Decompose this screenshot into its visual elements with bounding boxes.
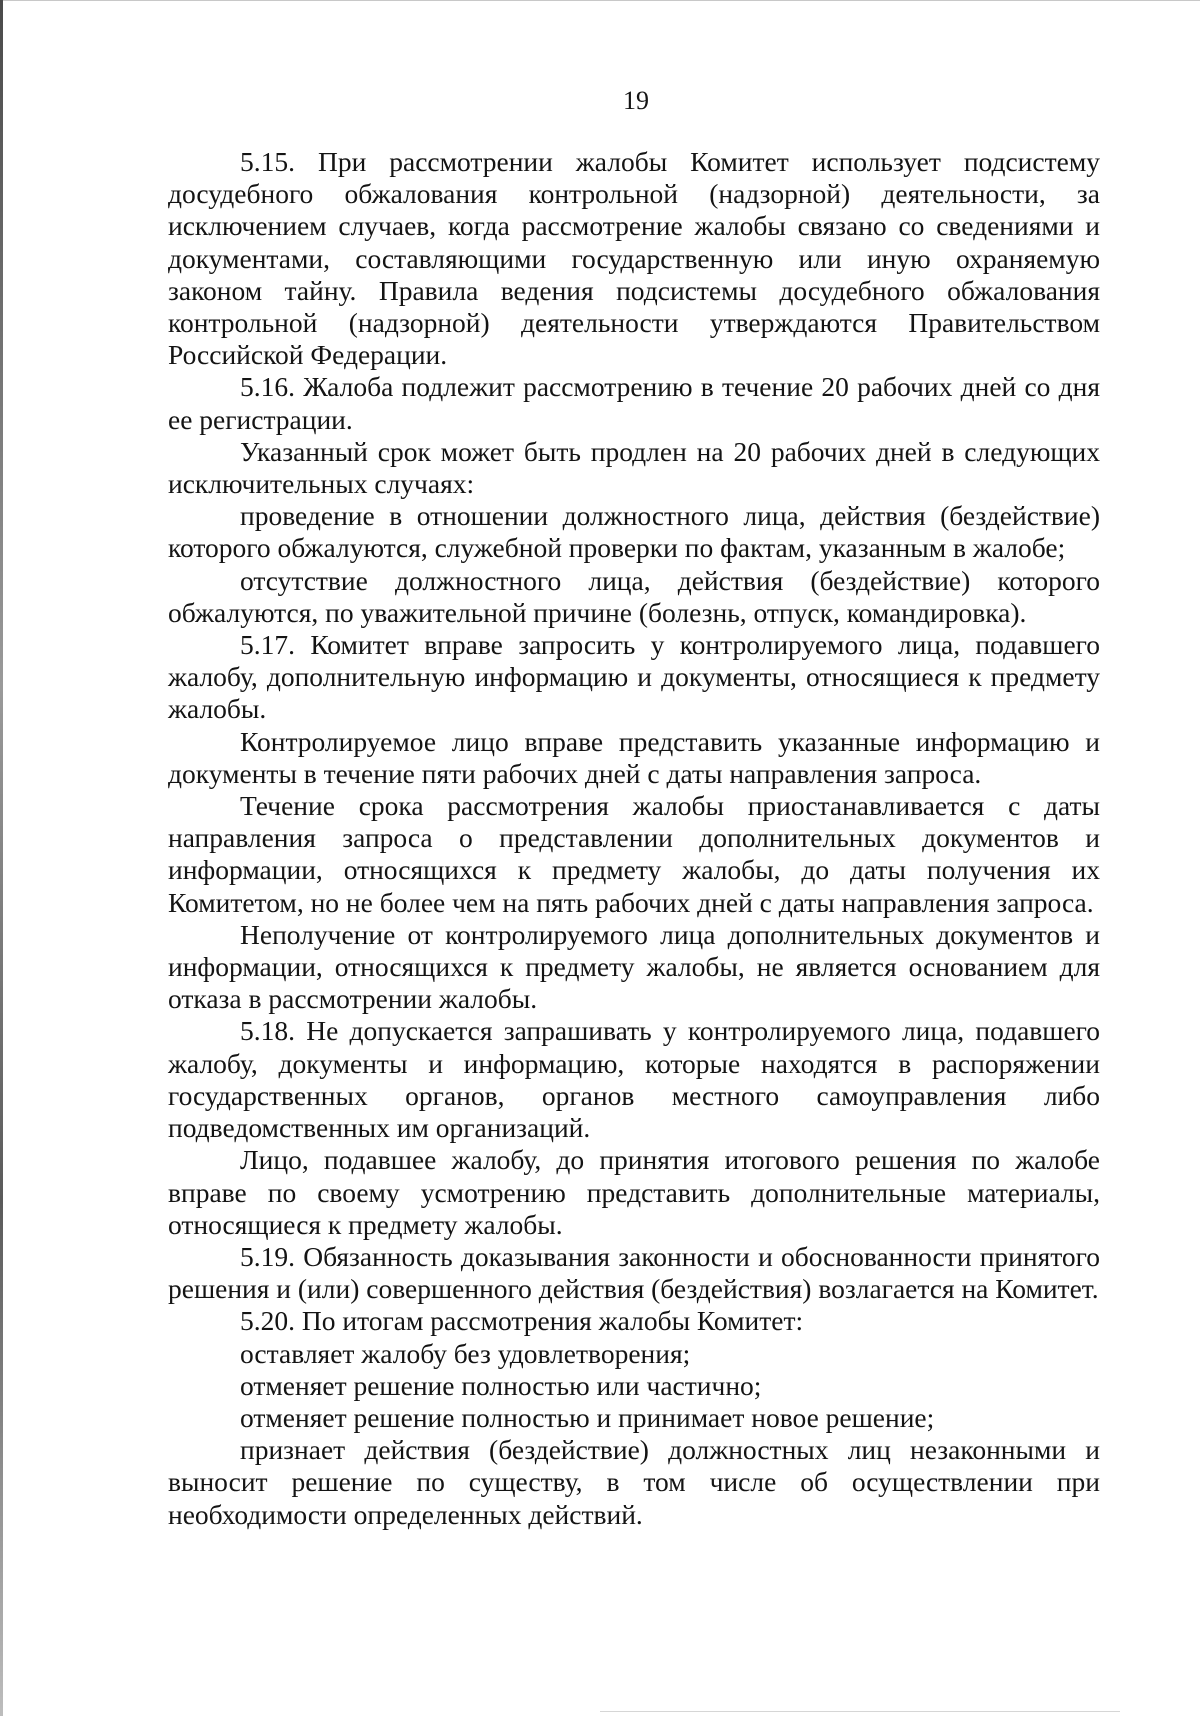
paragraph-5-17: 5.17. Комитет вправе запросить у контролируемого лица, подавшего жалобу, дополнительную информацию и документы, относящиеся к предмету жалобы. xyxy=(168,629,1100,725)
paragraph-5-16: 5.16. Жалоба подлежит рассмотрению в течение 20 рабочих дней со дня ее регистрации. xyxy=(168,371,1100,435)
paragraph-term-suspension: Течение срока рассмотрения жалобы приостанавливается с даты направления запроса о представлении дополнительных документов и информации, относящихся к предмету жалобы, до даты получения их Комитетом, но не более чем на пять рабочих дней с даты направления запроса. xyxy=(168,790,1100,918)
paragraph-term-extension: Указанный срок может быть продлен на 20 рабочих дней в следующих исключительных случаях: xyxy=(168,435,1100,500)
scan-edge-bottom xyxy=(600,1711,1120,1712)
page-number: 19 xyxy=(623,86,649,115)
list-item-cancel-new-decision: отменяет решение полностью и принимает новое решение; xyxy=(240,1401,935,1433)
list-item-official-absence: отсутствие должностного лица, действия (бездействие) которого обжалуются, по уважительной причине (болезнь, отпуск, командировка). xyxy=(168,564,1100,628)
paragraph-5-18: 5.18. Не допускается запрашивать у контролируемого лица, подавшего жалобу, документы и информацию, которые находятся в распоряжении государственных органов, органов местного самоуправления либо подведомственных им организаций. xyxy=(168,1015,1100,1144)
list-item-leave-unsatisfied: оставляет жалобу без удовлетворения; xyxy=(240,1337,691,1369)
document-body xyxy=(168,146,1100,1531)
paragraph-non-receipt: Неполучение от контролируемого лица дополнительных документов и информации, относящихся к предмету жалобы, не является основанием для отказа в рассмотрении жалобы. xyxy=(168,918,1100,1015)
scan-edge-top xyxy=(0,0,1200,1)
paragraph-additional-materials: Лицо, подавшее жалобу, до принятия итогового решения по жалобе вправе по своему усмотрению представить дополнительные материалы, относящиеся к предмету жалобы. xyxy=(168,1144,1100,1240)
paragraph-submission-deadline: Контролируемое лицо вправе представить указанные информацию и документы в течение пяти рабочих дней с даты направления запроса. xyxy=(168,725,1100,789)
paragraph-5-20: 5.20. По итогам рассмотрения жалобы Комитет: xyxy=(240,1305,804,1337)
list-item-declare-unlawful: признает действия (бездействие) должностных лиц незаконными и выносит решение по существу, в том числе об осуществлении при необходимости определенных действий. xyxy=(168,1434,1100,1530)
paragraph-5-19: 5.19. Обязанность доказывания законности и обоснованности принятого решения и (или) совершенного действия (бездействия) возлагается на Комитет. xyxy=(168,1240,1100,1305)
list-item-cancel-partially: отменяет решение полностью или частично; xyxy=(240,1369,762,1401)
scan-edge-left xyxy=(0,0,3,1716)
paragraph-5-15: 5.15. При рассмотрении жалобы Комитет использует подсистему досудебного обжалования контрольной (надзорной) деятельности, за исключением случаев, когда рассмотрение жалобы связано со сведениями и документами, составляющими государственную или иную охраняемую законом тайну. Правила ведения подсистемы досудебного обжалования контрольной (надзорной) деятельности утверждаются Правительством Российской Федерации. xyxy=(168,146,1100,371)
list-item-official-inspection: проведение в отношении должностного лица, действия (бездействие) которого обжалуются, служебной проверки по фактам, указанным в жалобе; xyxy=(168,500,1100,564)
